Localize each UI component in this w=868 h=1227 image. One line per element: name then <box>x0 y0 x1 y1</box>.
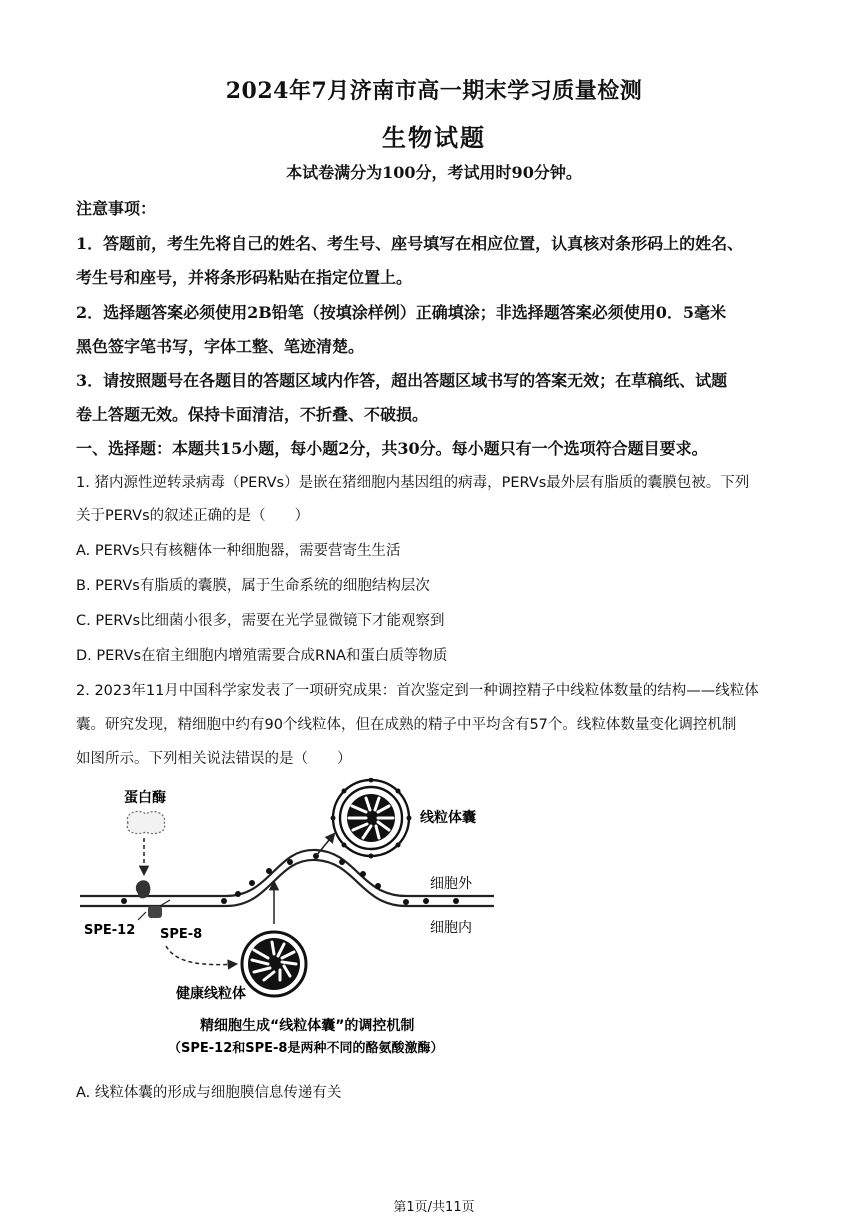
label-outside: 细胞外 <box>430 876 472 892</box>
note-line: 2．选择题答案必须使用2B铅笔（按填涂样例）正确填涂；非选择题答案必须使用0．5毫米 <box>76 303 727 322</box>
note-line: 考生号和座号，并将条形码粘贴在指定位置上。 <box>76 268 413 287</box>
q2-stem-line: 如图所示。下列相关说法错误的是（ ） <box>76 751 352 767</box>
healthy-mitochondrion <box>242 932 306 996</box>
note-line: 卷上答题无效。保持卡面清洁，不折叠、不破损。 <box>76 405 429 424</box>
q1-stem-line: 1. 猪内源性逆转录病毒（PERVs）是嵌在猪细胞内基因组的病毒，PERVs最外层有脂质的囊膜包被。下列 <box>76 475 750 491</box>
q1-option-d: D. PERVs在宿主细胞内增殖需要合成RNA和蛋白质等物质 <box>76 648 448 664</box>
label-vesicle: 线粒体囊 <box>420 810 476 826</box>
mechanism-figure <box>76 778 516 1078</box>
notes-heading: 注意事项： <box>76 199 157 218</box>
label-healthy: 健康线粒体 <box>176 986 246 1002</box>
exam-info: 本试卷满分为100分，考试用时90分钟。 <box>286 163 582 182</box>
q1-option-c: C. PERVs比细菌小很多，需要在光学显微镜下才能观察到 <box>76 613 445 629</box>
protease-shape <box>127 811 164 833</box>
figure-caption: 精细胞生成“线粒体囊”的调控机制 <box>200 1018 415 1034</box>
membrane-dots <box>121 853 459 905</box>
mitochondrial-vesicle <box>331 778 412 859</box>
q2-option-a: A. 线粒体囊的形成与细胞膜信息传递有关 <box>76 1085 342 1101</box>
q1-stem-line: 关于PERVs的叙述正确的是（ ） <box>76 508 310 524</box>
label-spe8: SPE-8 <box>160 927 203 942</box>
exam-title: 2024年7月济南市高一期末学习质量检测 <box>225 78 643 104</box>
label-protease: 蛋白酶 <box>124 790 166 806</box>
q1-option-b: B. PERVs有脂质的囊膜，属于生命系统的细胞结构层次 <box>76 578 430 594</box>
label-spe12: SPE-12 <box>84 923 136 938</box>
mechanism-diagram <box>76 778 516 1078</box>
note-line: 黑色签字笔书写，字体工整、笔迹清楚。 <box>76 337 365 356</box>
q2-stem-line: 囊。研究发现，精细胞中约有90个线粒体，但在成熟的精子中平均含有57个。线粒体数量变化调控机制 <box>76 717 737 733</box>
subject-title: 生物试题 <box>382 123 486 152</box>
figure-caption-note: （SPE-12和SPE-8是两种不同的酪氨酸激酶） <box>168 1041 444 1056</box>
spe-8-protein <box>148 906 162 918</box>
section-heading: 一、选择题：本题共15小题，每小题2分，共30分。每小题只有一个选项符合题目要求。 <box>76 439 708 458</box>
note-line: 3．请按照题号在各题目的答题区域内作答，超出答题区域书写的答案无效；在草稿纸、试题 <box>76 371 728 390</box>
q1-option-a: A. PERVs只有核糖体一种细胞器，需要营寄生生活 <box>76 543 401 559</box>
note-line: 1．答题前，考生先将自己的姓名、考生号、座号填写在相应位置，认真核对条形码上的姓名、 <box>76 234 744 253</box>
q2-stem-line: 2. 2023年11月中国科学家发表了一项研究成果：首次鉴定到一种调控精子中线粒体数量的结构——线粒体 <box>76 683 759 699</box>
label-inside: 细胞内 <box>430 920 472 936</box>
page-number: 第1页/共11页 <box>393 1200 475 1215</box>
